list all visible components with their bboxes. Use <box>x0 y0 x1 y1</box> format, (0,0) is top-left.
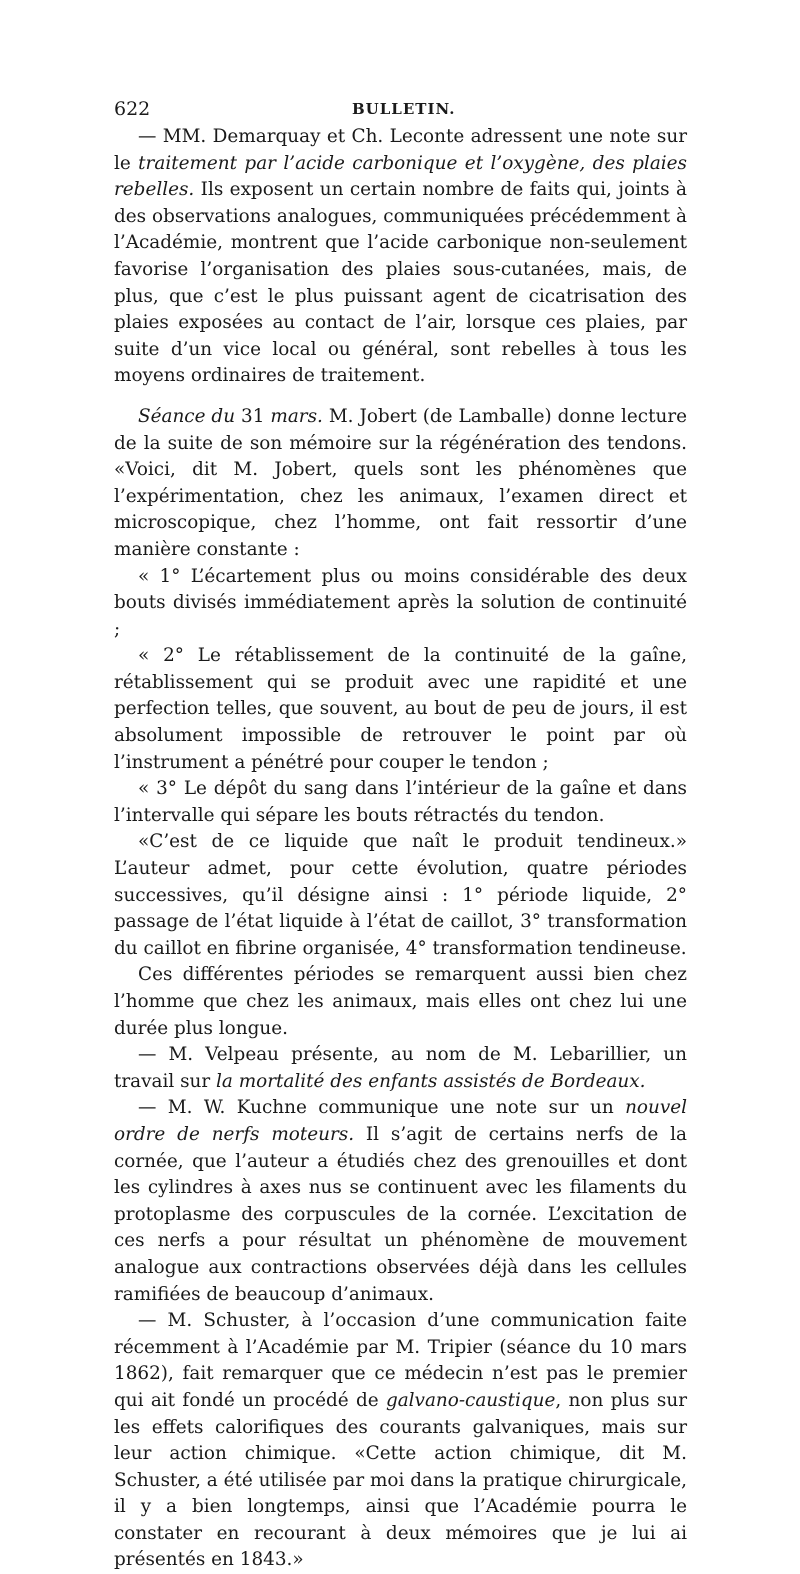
paragraph-italic: la mortalité des enfants assistés de Bordeaux. <box>216 1070 646 1092</box>
body-text <box>114 124 687 1574</box>
page-header <box>114 98 687 124</box>
session-month: mars. <box>270 405 323 427</box>
paragraph-point-2: « 2° Le rétablissement de la continuité de la gaîne, rétablissement qui se produit avec une rapidité et une perfection telles, que souvent, au bout de peu de jours, il est absolument impossible de retrouver le point par où l’instrument a pénétré pour couper le tendon ; <box>114 645 687 773</box>
paragraph-kuchne <box>114 1095 687 1308</box>
paragraph-text: , non plus sur les effets calorifiques des courants galvaniques, mais sur leur action chimique. «Cette action chimique, dit M. Schuster, a été utilisée par moi dans la pratique chirurgicale, il y a bien longtemps, ainsi que l’Académie pourra le constater en recourant à deux mémoires que je lui ai présentés en 1843.» <box>114 1389 687 1571</box>
paragraph-text: M. Jobert (de Lamballe) donne lecture de la suite de son mémoire sur la régénération des tendons. «Voici, dit M. Jobert, quels sont les phénomènes que l’expérimentation, chez les animaux, l’examen direct et microscopique, chez l’homme, ont fait ressortir d’une manière constante : <box>114 405 688 560</box>
running-title: BULLETIN. <box>352 100 456 118</box>
paragraph-text: — M. Velpeau présente, au nom de M. Lebarillier, un travail sur <box>114 1044 687 1092</box>
paragraph-text: — MM. Demarquay et Ch. Leconte adressent une note sur le <box>114 126 687 174</box>
book-page <box>114 98 687 1574</box>
paragraph-liquide: «C’est de ce liquide que naît le produit tendineux.» L’auteur admet, pour cette évolution, quatre périodes successives, qu’il désigne ainsi : 1° période liquide, 2° passage de l’état liquide à l’état de caillot, 3° transformation du caillot en fibrine organisée, 4° transformation tendineuse. <box>114 831 687 959</box>
paragraph-italic: nouvel ordre de nerfs moteurs. <box>114 1097 687 1145</box>
paragraph-text: — M. W. Kuchne communique une note sur un <box>138 1097 626 1119</box>
paragraph-point-3: « 3° Le dépôt du sang dans l’intérieur de la gaîne et dans l’intervalle qui sépare les bouts rétractés du tendon. <box>114 778 687 826</box>
page-number: 622 <box>114 98 151 120</box>
paragraph-velpeau <box>114 1042 687 1095</box>
paragraph-point-1: « 1° L’écartement plus ou moins considérable des deux bouts divisés immédiatement après la solution de continuité ; <box>114 565 687 640</box>
paragraph-schuster <box>114 1308 687 1574</box>
paragraph-italic: galvano-caustique <box>385 1389 556 1411</box>
paragraph-seance-31-mars <box>114 404 687 564</box>
paragraph-text: Il s’agit de certains nerfs de la cornée, que l’auteur a étudiés chez des grenouilles et dont les cylindres à axes nus se continuent avec les filaments du protoplasme des corpuscules de la cornée. L’excitation de ces nerfs a pour résultat un phénomène de mouvement analogue aux contractions observées déjà dans les cellules ramifiées de beaucoup d’animaux. <box>114 1123 687 1305</box>
paragraph-demarquay <box>114 124 687 390</box>
session-label: Séance du <box>138 405 236 427</box>
session-date: 31 <box>235 405 271 427</box>
paragraph-periodes: Ces différentes périodes se remarquent aussi bien chez l’homme que chez les animaux, mais elles ont chez lui une durée plus longue. <box>114 964 687 1039</box>
paragraph-text: Ils exposent un certain nombre de faits qui, joints à des observations analogues, communiquées précédemment à l’Académie, montrent que l’acide carbonique non-seulement favorise l’organisation des plaies sous-cutanées, mais, de plus, que c’est le plus puissant agent de cicatrisation des plaies exposées au contact de l’air, lorsque ces plaies, par suite d’un vice local ou général, sont rebelles à tous les moyens ordinaires de traitement. <box>114 179 687 387</box>
paragraph-italic: traitement par l’acide carbonique et l’oxygène, des plaies rebelles. <box>114 152 687 201</box>
paragraph-text: — M. Schuster, à l’occasion d’une communication faite récemment à l’Académie par M. Tripier (séance du 10 mars 1862), fait remarquer que ce médecin n’est pas le premier qui ait fondé un procédé de <box>114 1310 687 1411</box>
